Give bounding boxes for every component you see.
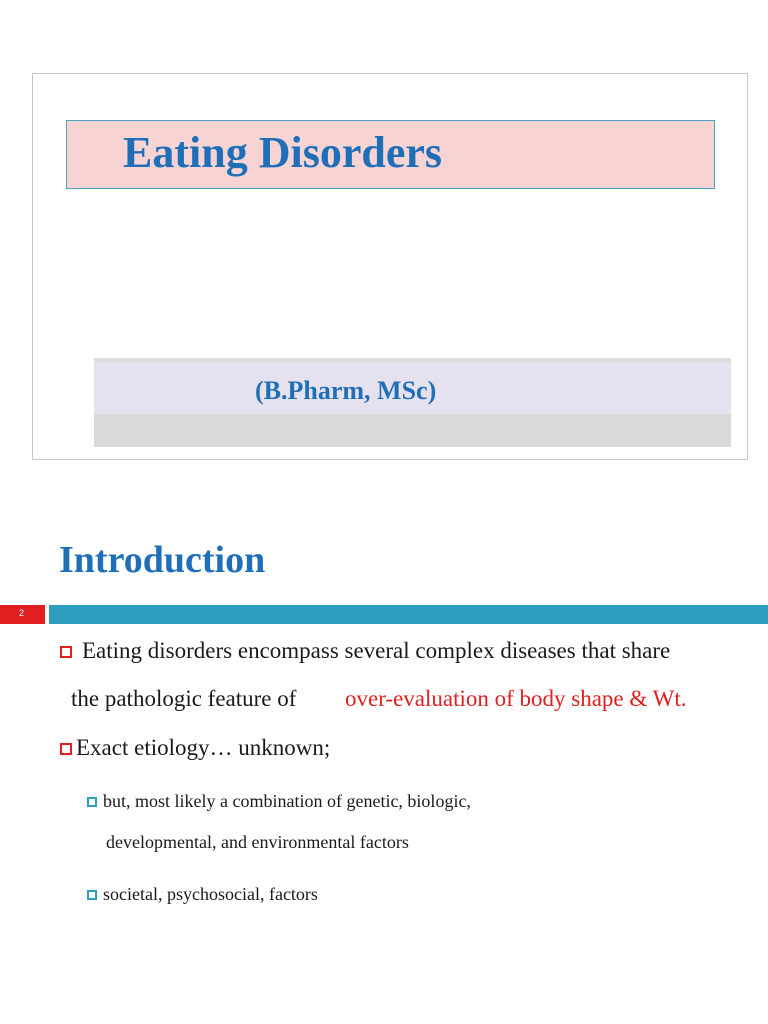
sub-bullet-2: societal, psychosocial, factors [103,884,318,904]
sub-bullet-1-line-1: but, most likely a combination of genetic, biologic, [103,791,471,811]
header-bar [49,605,768,624]
sub-bullet-1-line-2: developmental, and environmental factors [106,832,409,852]
slide-subtitle: (B.Pharm, MSc) [255,376,437,405]
square-bullet-icon [60,646,72,658]
slide-heading: Introduction [59,539,266,581]
bullet-1-highlight: over-evaluation of body shape & Wt. [345,686,687,711]
square-sub-bullet-icon [87,797,97,807]
title-slide [32,73,748,460]
square-bullet-icon [60,743,72,755]
slide-number: 2 [19,608,25,618]
square-sub-bullet-icon [87,890,97,900]
title-box [66,120,715,189]
subtitle-footer-band [94,414,731,447]
slide-title: Eating Disorders [123,128,442,177]
slide-number-badge [0,605,45,624]
bullet-2: Exact etiology… unknown; [76,735,331,760]
bullet-1-line-1: Eating disorders encompass several complex diseases that share [82,638,671,663]
bullet-1-line-2-prefix: the pathologic feature of [71,686,297,711]
subtitle-box [94,362,731,414]
